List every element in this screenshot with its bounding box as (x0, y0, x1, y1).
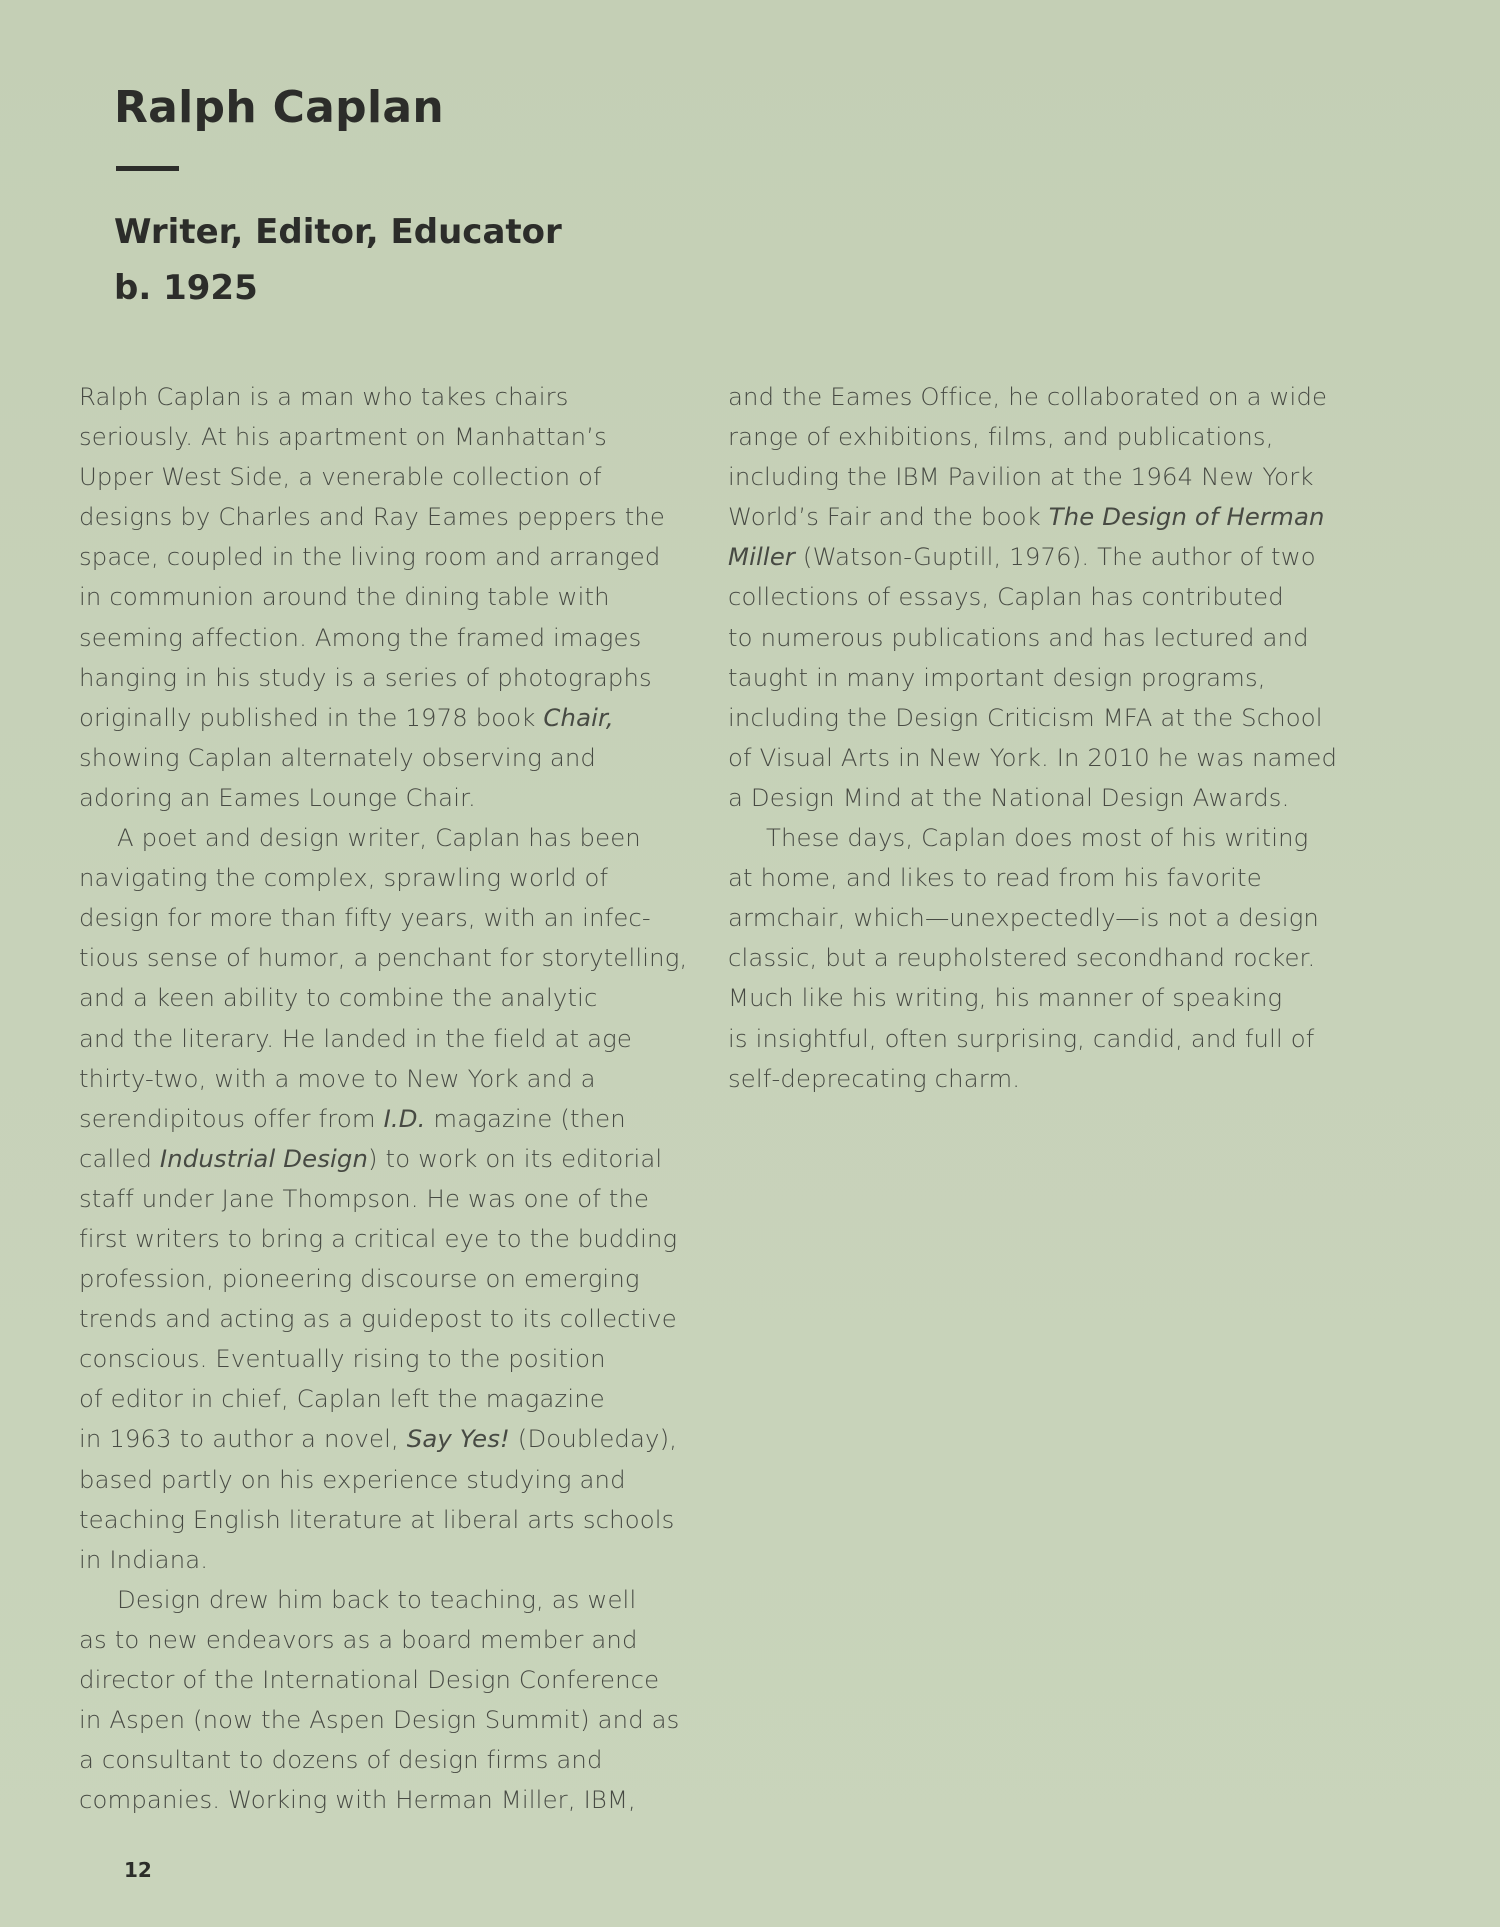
text-line: in Aspen (now the Aspen Design Summit) and as (79, 1705, 680, 1735)
text-run: serendipitous offer from (79, 1103, 384, 1133)
text-line: to numerous publications and has lectured and (728, 622, 1309, 652)
text-line: profession, pioneering discourse on emerging (79, 1264, 640, 1294)
text-line (79, 1419, 699, 1459)
text-run: (Doubleday), (509, 1424, 678, 1454)
text-run: ) to work on its editorial (368, 1143, 663, 1173)
text-line: armchair, which—unexpectedly—is not a design (728, 903, 1319, 933)
text-line: including the Design Criticism MFA at the School (728, 702, 1323, 732)
text-line: and the Eames Office, he collaborated on a wide (728, 382, 1328, 411)
text-run: magazine (then (425, 1103, 626, 1133)
text-run: World’s Fair and the book (728, 502, 1049, 532)
text-line: trends and acting as a guidepost to its collective (79, 1304, 677, 1334)
text-line: A poet and design writer, Caplan has been (117, 823, 641, 853)
text-line: of Visual Arts in New York. In 2010 he was named (728, 742, 1338, 772)
text-line (728, 537, 1348, 577)
text-line: first writers to bring a critical eye to the budding (79, 1223, 678, 1253)
text-line: self-deprecating charm. (728, 1063, 1021, 1093)
text-line: taught in many important design programs, (728, 662, 1266, 692)
text-line: staff under Jane Thompson. He was one of the (79, 1183, 650, 1213)
page-title: Ralph Caplan (114, 82, 444, 133)
text-run: in 1963 to author a novel, (79, 1424, 407, 1454)
text-line: Design drew him back to teaching, as well (117, 1584, 637, 1614)
text-line: seeming affection. Among the framed images (79, 622, 642, 652)
text-run: called (79, 1143, 160, 1173)
page-number: 12 (124, 1858, 152, 1882)
text-line: Upper West Side, a venerable collection of (79, 462, 602, 492)
text-line: classic, but a reupholstered secondhand rocker. (728, 943, 1316, 973)
text-line: designs by Charles and Ray Eames peppers the (79, 502, 666, 532)
text-line: including the IBM Pavilion at the 1964 New York (728, 462, 1314, 492)
text-run: (Watson-Guptill, 1976). The author of two (795, 542, 1316, 572)
text-line: Ralph Caplan is a man who takes chairs (79, 382, 569, 411)
text-line: tious sense of humor, a penchant for storytelling, (79, 943, 688, 973)
text-line: hanging in his study is a series of photographs (79, 662, 652, 692)
text-line (79, 698, 699, 738)
text-line: a Design Mind at the National Design Awards. (728, 782, 1290, 812)
text-line: as to new endeavors as a board member and (79, 1624, 638, 1654)
role-line: Writer, Editor, Educator (114, 212, 562, 252)
text-line: and the literary. He landed in the field at age (79, 1023, 632, 1053)
body-column-right (728, 377, 1348, 1099)
birth-year: b. 1925 (114, 268, 258, 308)
text-line: adoring an Eames Lounge Chair. (79, 782, 476, 812)
italic-title: Industrial Design (159, 1143, 369, 1173)
text-line: director of the International Design Conference (79, 1665, 660, 1694)
text-line: based partly on his experience studying and (79, 1464, 626, 1494)
text-line: thirty-two, with a move to New York and a (79, 1063, 596, 1093)
text-run: originally published in the 1978 book (79, 702, 544, 732)
text-line: a consultant to dozens of design firms and (79, 1745, 603, 1775)
italic-title: The Design of Herman (1048, 502, 1325, 532)
text-line: range of exhibitions, films, and publications, (728, 422, 1274, 452)
text-line: in Indiana. (79, 1544, 209, 1574)
italic-title: Miller (728, 542, 796, 572)
text-line: showing Caplan alternately observing and (79, 742, 597, 772)
text-line: companies. Working with Herman Miller, IBM, (79, 1785, 636, 1815)
text-line (728, 497, 1348, 537)
text-line: space, coupled in the living room and arranged (79, 542, 661, 572)
text-line: seriously. At his apartment on Manhattan’s (79, 422, 607, 452)
subtitle-block (114, 204, 562, 316)
text-line: is insightful, often surprising, candid, and full of (728, 1023, 1315, 1053)
text-line (79, 1139, 699, 1179)
text-line: collections of essays, Caplan has contributed (728, 582, 1284, 612)
text-line (79, 1099, 699, 1139)
text-line: These days, Caplan does most of his writing (766, 823, 1309, 853)
italic-title: Say Yes! (406, 1424, 510, 1454)
text-line: conscious. Eventually rising to the position (79, 1344, 606, 1374)
text-line: of editor in chief, Caplan left the magazine (79, 1384, 605, 1414)
text-line: navigating the complex, sprawling world of (79, 863, 609, 893)
italic-title: I.D. (383, 1103, 426, 1133)
text-line: Much like his writing, his manner of speaking (728, 983, 1283, 1013)
text-line: teaching English literature at liberal arts schools (79, 1504, 675, 1534)
title-rule (116, 166, 179, 171)
text-line: and a keen ability to combine the analytic (79, 983, 598, 1013)
text-line: in communion around the dining table with (79, 582, 610, 612)
text-line: at home, and likes to read from his favorite (728, 863, 1262, 893)
italic-title: Chair, (543, 702, 614, 732)
text-line: design for more than fifty years, with an infec- (79, 903, 651, 933)
body-column-left (79, 377, 699, 1820)
